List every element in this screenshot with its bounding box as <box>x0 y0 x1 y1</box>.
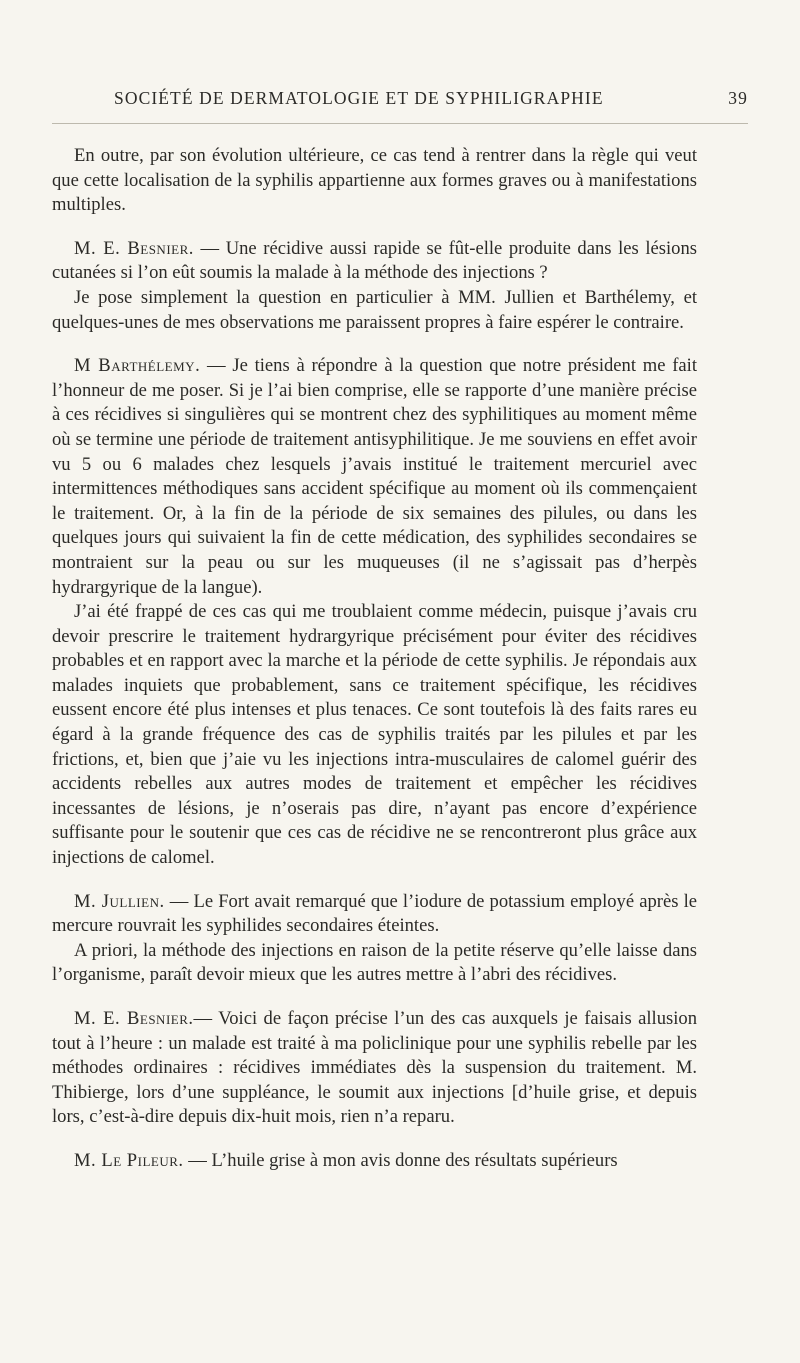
paragraph: A priori, la méthode des injections en raison de la petite réserve qu’elle laisse dans l’organisme, paraît devoir mieux que les autres mettre à l’abri des récidives. <box>52 939 697 986</box>
paragraph: M. E. Besnier.— Voici de façon précise l’un des cas auxquels je faisais allusion tout à l’heure : un malade est traité à ma policlinique pour une syphilis rebelle par les méthodes ordinaires : récidives immédiates dès la suspension du traitement. M. Thibierge, lors d’une suppléance, le soumit aux injections [d’huile grise, et depuis lors, c’est-à-dire depuis dix-huit mois, rien n’a reparu. <box>52 1008 697 1128</box>
speaker-name: M. E. Besnier. <box>74 1008 194 1029</box>
paragraph: M. Le Pileur. — L’huile grise à mon avis donne des résultats supérieurs <box>74 1149 618 1171</box>
speaker-name: M. E. Besnier. <box>74 237 194 259</box>
running-header <box>52 80 748 110</box>
speaker-name: M. Jullien. <box>74 890 165 912</box>
paragraph: M. Jullien. — Le Fort avait remarqué que l’iodure de potassium employé après le mercure rouvrait les syphilides secondaires éteintes. <box>52 890 697 937</box>
paragraph: M. E. Besnier. — Une récidive aussi rapide se fût-elle produite dans les lésions cutanées si l’on eût soumis la malade à la méthode des injections ? <box>52 237 697 284</box>
page-number: 39 <box>728 88 748 108</box>
speaker-name: M Barthélemy. <box>74 355 201 377</box>
paragraph: J’ai été frappé de ces cas qui me troublaient comme médecin, puisque j’avais cru devoir prescrire le traitement hydrargyrique précisément pour éviter des récidives probables et en rapport avec la marche et la période de cette syphilis. Je répondais aux malades inquiets que probablement, sans ce traitement spécifique, les récidives eussent encore été plus intenses et plus tenaces. Ce sont toutefois là des faits rares eu égard à la grande fréquence des cas de syphilis traités par les pilules et par les frictions, et, bien que j’aie vu les injections intra-musculaires de calomel guérir des accidents rebelles aux autres modes de traitement et empêcher les récidives incessantes de lésions, je n’oserais pas dire, n’ayant pas encore d’expérience suffisante pour le soutenir que ces cas de récidive ne se rencontreront plus grâce aux injections de calomel. <box>52 601 697 869</box>
header-rule <box>52 123 748 124</box>
paragraph: En outre, par son évolution ultérieure, ce cas tend à rentrer dans la règle qui veut que cette localisation de la syphilis appartienne aux formes graves ou à manifestations multiples. <box>52 145 697 216</box>
paragraph: M Barthélemy. — Je tiens à répondre à la question que notre président me fait l’honneur de me poser. Si je l’ai bien comprise, elle se rapporte d’une manière précise à ces récidives si singulières qui se montrent chez des syphilitiques au moment même où se termine une période de traitement antisyphilitique. Je me souviens en effet avoir vu 5 ou 6 malades chez lesquels j’avais institué le traitement mercuriel avec intermittences méthodiques sans accident spécifique au moment où ils commençaient le traitement. Or, à la fin de la période de six semaines des pilules, ou dans les quelques jours qui suivaient la fin de cette médication, des syphilides secondaires se montraient sur la peau ou sur les muqueuses (il ne s’agissait pas d’herpès hydrargyrique de la langue). <box>52 355 698 598</box>
paragraph: Je pose simplement la question en particulier à MM. Jullien et Barthélemy, et quelques-unes de mes observations me paraissent propres à faire espérer le contraire. <box>52 286 697 333</box>
journal-title: SOCIÉTÉ DE DERMATOLOGIE ET DE SYPHILIGRAPHIE <box>114 88 604 108</box>
body-text <box>52 144 697 1174</box>
speaker-name: M. Le Pileur. <box>74 1149 184 1171</box>
